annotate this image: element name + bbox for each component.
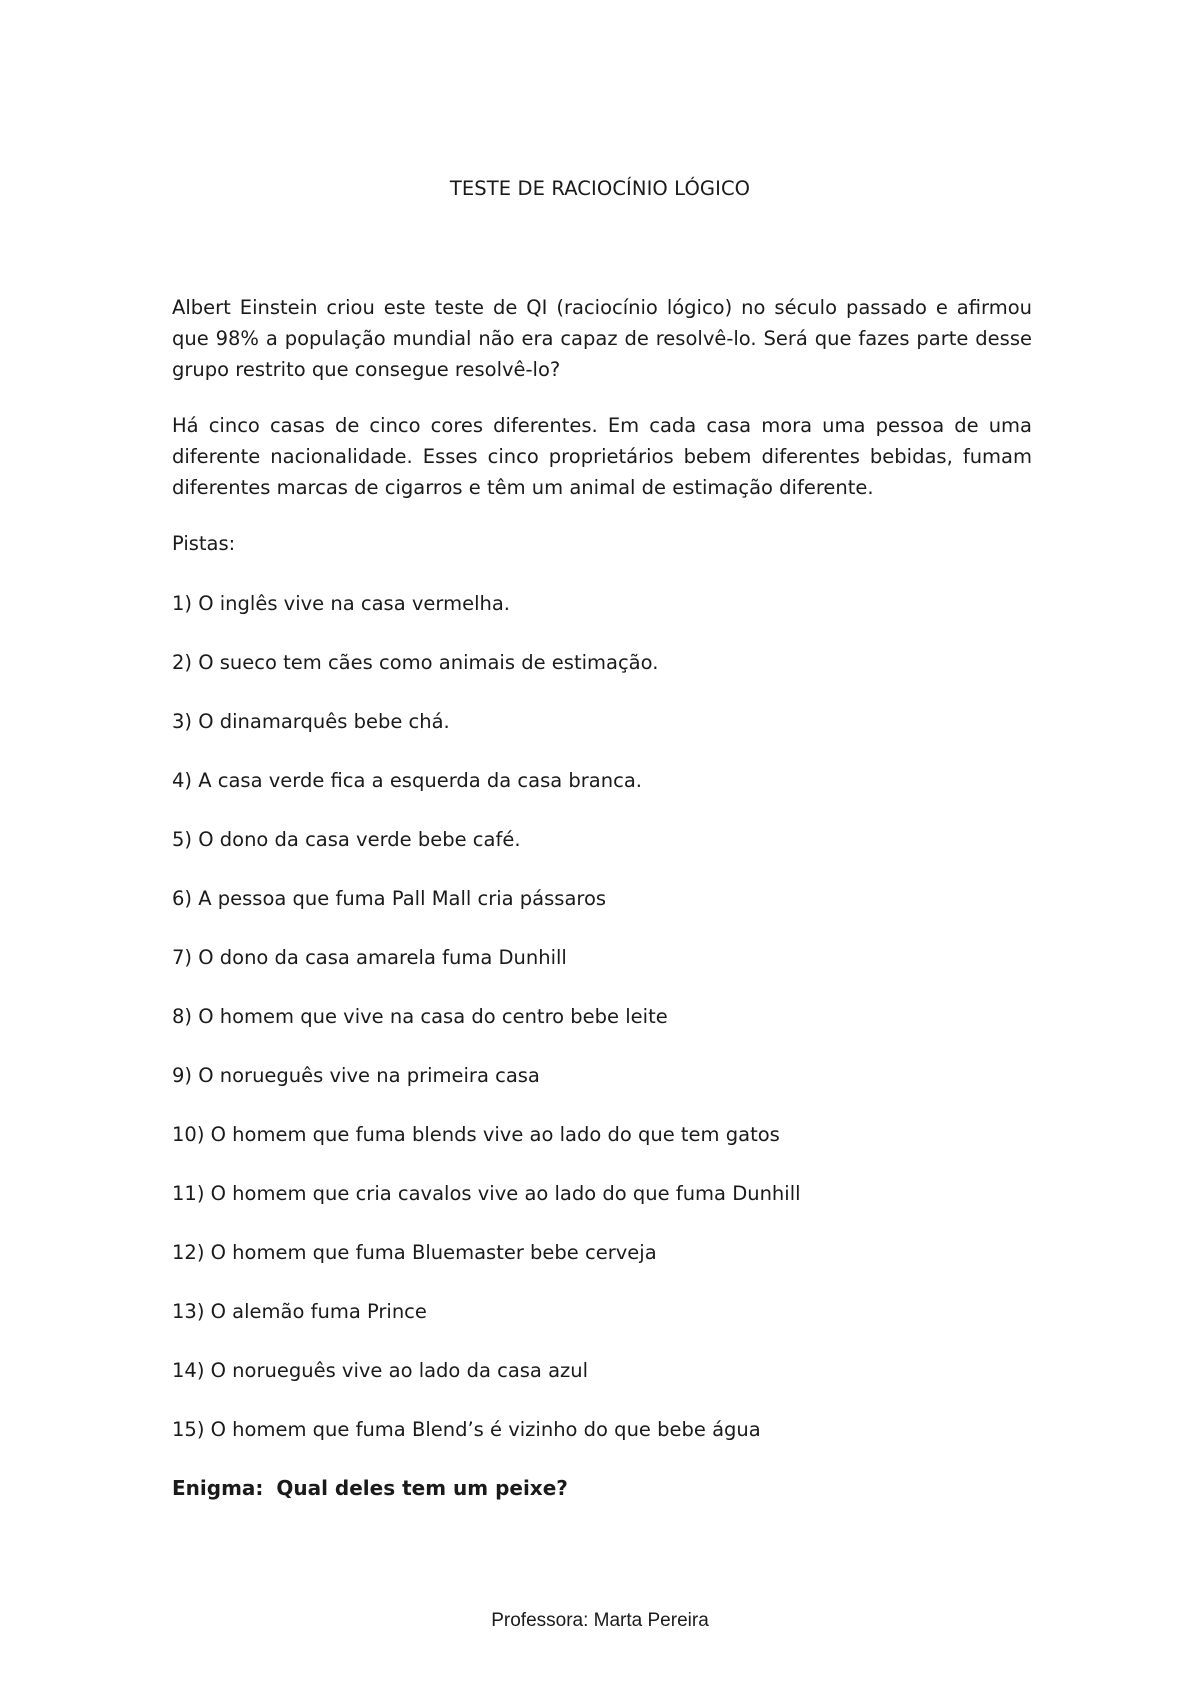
document-title: TESTE DE RACIOCÍNIO LÓGICO xyxy=(449,177,751,200)
clue-item: 8) O homem que vive na casa do centro bebe leite xyxy=(172,1005,668,1028)
clue-list xyxy=(172,588,1032,1445)
enigma-question: Qual deles tem um peixe? xyxy=(276,1476,568,1500)
intro-paragraph: Albert Einstein criou este teste de QI (raciocínio lógico) no século passado e afirmou que 98% a população mundial não era capaz de resolvê-lo. Será que fazes parte desse grupo restrito que consegue resolvê-lo? xyxy=(172,296,1032,381)
description-paragraph: Há cinco casas de cinco cores diferentes. Em cada casa mora uma pessoa de uma diferente nacionalidade. Esses cinco proprietários bebem diferentes bebidas, fumam diferentes marcas de cigarros e têm um animal de estimação diferente. xyxy=(172,414,1032,499)
clue-item: 12) O homem que fuma Bluemaster bebe cerveja xyxy=(172,1241,657,1264)
clue-item: 10) O homem que fuma blends vive ao lado do que tem gatos xyxy=(172,1123,780,1146)
clue-item: 7) O dono da casa amarela fuma Dunhill xyxy=(172,946,567,969)
clue-item: 3) O dinamarquês bebe chá. xyxy=(172,710,450,733)
clue-item: 9) O norueguês vive na primeira casa xyxy=(172,1064,540,1087)
clue-item: 13) O alemão fuma Prince xyxy=(172,1300,427,1323)
footer-author: Professora: Marta Pereira xyxy=(491,1610,709,1631)
enigma-line xyxy=(172,1473,1032,1504)
clue-item: 4) A casa verde fica a esquerda da casa branca. xyxy=(172,769,642,792)
clues-label: Pistas: xyxy=(172,532,236,555)
document-body xyxy=(172,292,1032,1504)
clue-item: 11) O homem que cria cavalos vive ao lado do que fuma Dunhill xyxy=(172,1182,801,1205)
clue-item: 14) O norueguês vive ao lado da casa azul xyxy=(172,1359,589,1382)
clue-item: 15) O homem que fuma Blend’s é vizinho do que bebe água xyxy=(172,1418,761,1441)
clue-item: 1) O inglês vive na casa vermelha. xyxy=(172,592,510,615)
clue-item: 5) O dono da casa verde bebe café. xyxy=(172,828,521,851)
clue-item: 2) O sueco tem cães como animais de estimação. xyxy=(172,651,659,674)
enigma-label: Enigma: xyxy=(172,1476,264,1500)
clue-item: 6) A pessoa que fuma Pall Mall cria pássaros xyxy=(172,887,607,910)
